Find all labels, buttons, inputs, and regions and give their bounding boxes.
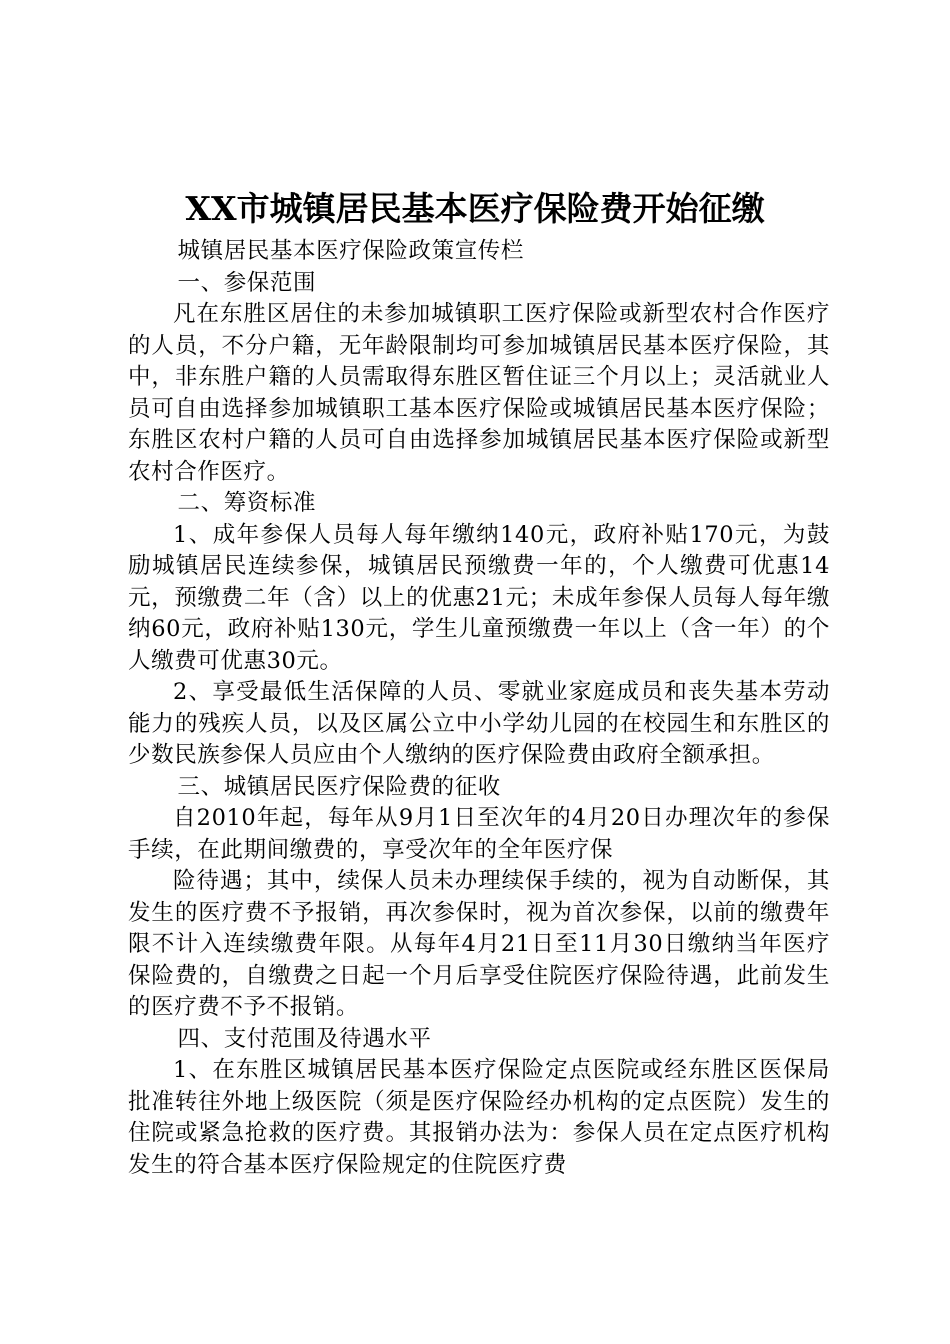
- section-heading-1: 一、参保范围: [177, 269, 317, 296]
- paragraph: 1、成年参保人员每人每年缴纳140元，政府补贴170元，为鼓励城镇居民连续参保，城镇居民预缴费一年的，个人缴费可优惠14元，预缴费二年（含）以上的优惠21元；未成年参保人员每人每年缴纳60元，政府补贴130元，学生儿童预缴费一年以上（含一年）的个人缴费可优惠30元。: [128, 521, 830, 674]
- paragraph: 1、在东胜区城镇居民基本医疗保险定点医院或经东胜区医保局批准转往外地上级医院（须是医疗保险经办机构的定点医院）发生的住院或紧急抢救的医疗费。其报销办法为：参保人员在定点医疗机构发生的符合基本医疗保险规定的住院医疗费: [128, 1057, 830, 1178]
- section-heading-4: 四、支付范围及待遇水平: [177, 1025, 432, 1052]
- section-heading-2: 二、筹资标准: [177, 490, 317, 516]
- paragraph: 2、享受最低生活保障的人员、零就业家庭成员和丧失基本劳动能力的残疾人员，以及区属公立中小学幼儿园的在校园生和东胜区的少数民族参保人员应由个人缴纳的医疗保险费由政府全额承担。: [128, 679, 830, 768]
- paragraph: 自2010年起，每年从9月1日至次年的4月20日办理次年的参保手续，在此期间缴费的，享受次年的全年医疗保: [128, 805, 830, 863]
- subtitle: 城镇居民基本医疗保险政策宣传栏: [177, 238, 525, 264]
- paragraph: 凡在东胜区居住的未参加城镇职工医疗保险或新型农村合作医疗的人员，不分户籍，无年龄限制均可参加城镇居民基本医疗保险，其中，非东胜户籍的人员需取得东胜区暂住证三个月以上；灵活就业人员可自由选择参加城镇职工基本医疗保险或城镇居民基本医疗保险；东胜区农村户籍的人员可自由选择参加城镇居民基本医疗保险或新型农村合作医疗。: [128, 301, 830, 485]
- document-title: XX市城镇居民基本医疗保险费开始征缴: [185, 189, 765, 228]
- section-heading-3: 三、城镇居民医疗保险费的征收: [177, 773, 501, 800]
- paragraph: 险待遇；其中，续保人员未办理续保手续的，视为自动断保，其发生的医疗费不予报销，再次参保时，视为首次参保，以前的缴费年限不计入连续缴费年限。从每年4月21日至11月30日缴纳当年医疗保险费的，自缴费之日起一个月后享受住院医疗保险待遇，此前发生的医疗费不予不报销。: [128, 868, 830, 1020]
- document-body: [128, 236, 830, 1181]
